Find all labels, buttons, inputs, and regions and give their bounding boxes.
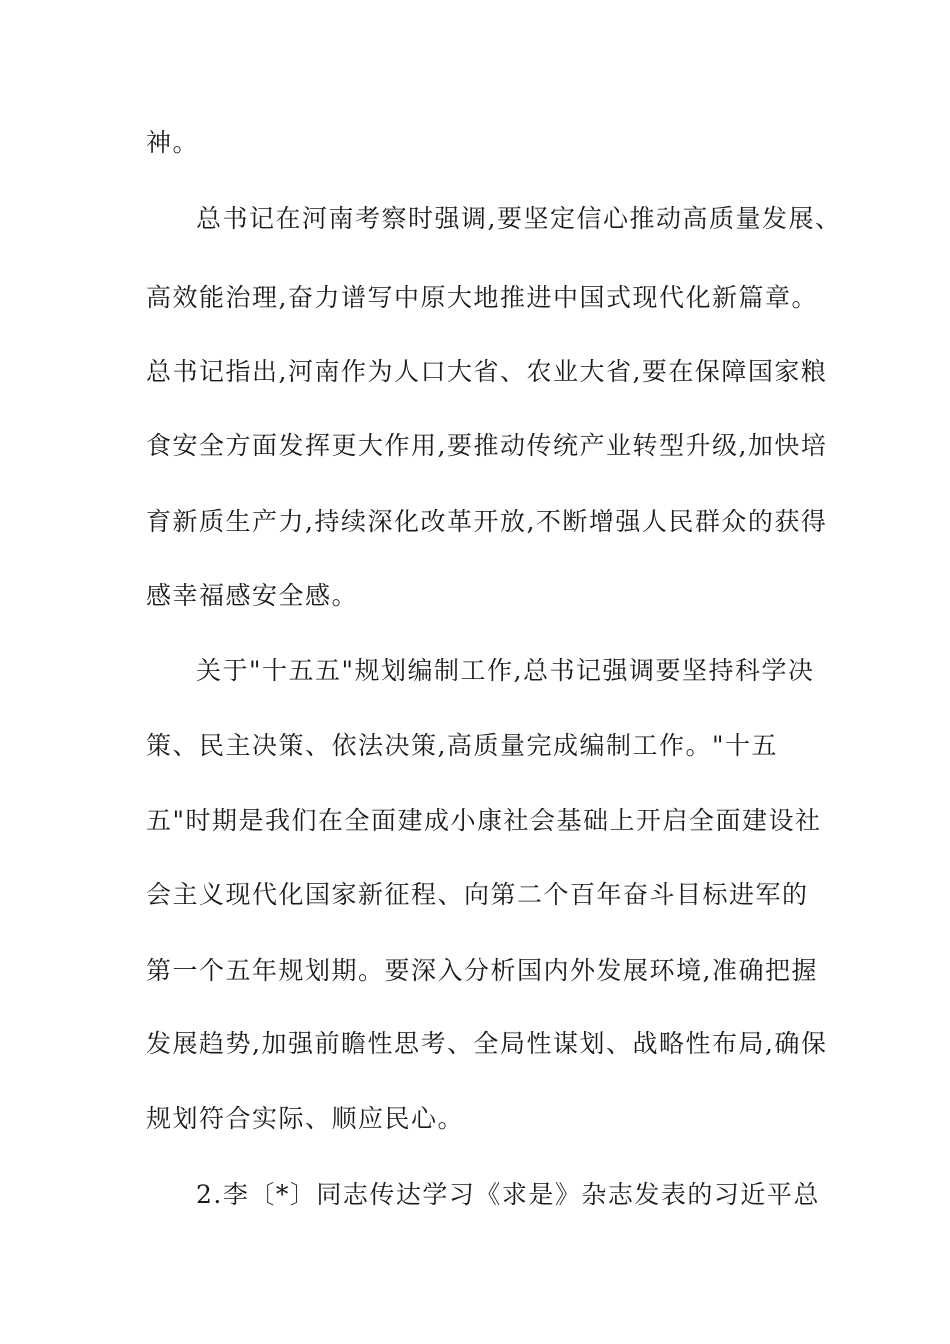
text-line: 食安全方面发挥更大作用,要推动传统产业转型升级,加快培 xyxy=(146,431,828,460)
text-line: 总书记指出,河南作为人口大省、农业大省,要在保障国家粮 xyxy=(146,357,828,386)
text-line: 策、民主决策、依法决策,高质量完成编制工作。"十五 xyxy=(146,731,778,760)
text-line: 育新质生产力,持续深化改革开放,不断增强人民群众的获得 xyxy=(146,507,828,536)
section-heading-line: 2.李〔*〕同志传达学习《求是》杂志发表的习近平总 xyxy=(196,1180,820,1209)
text-line: 第一个五年规划期。要深入分析国内外发展环境,准确把握 xyxy=(146,956,818,985)
paragraph-start-line: 关于"十五五"规划编制工作,总书记强调要坚持科学决 xyxy=(196,656,815,685)
paragraph-start-line: 总书记在河南考察时强调,要坚定信心推动高质量发展、 xyxy=(196,204,842,233)
text-line: 高效能治理,奋力谱写中原大地推进中国式现代化新篇章。 xyxy=(146,283,818,312)
text-line: 五"时期是我们在全面建成小康社会基础上开启全面建设社 xyxy=(146,806,822,835)
text-line: 发展趋势,加强前瞻性思考、全局性谋划、战略性布局,确保 xyxy=(146,1029,828,1058)
text-line: 神。 xyxy=(146,128,200,157)
text-line: 感幸福感安全感。 xyxy=(146,581,359,610)
text-line: 会主义现代化国家新征程、向第二个百年奋斗目标进军的 xyxy=(146,880,809,909)
text-line: 规划符合实际、顺应民心。 xyxy=(146,1104,465,1133)
